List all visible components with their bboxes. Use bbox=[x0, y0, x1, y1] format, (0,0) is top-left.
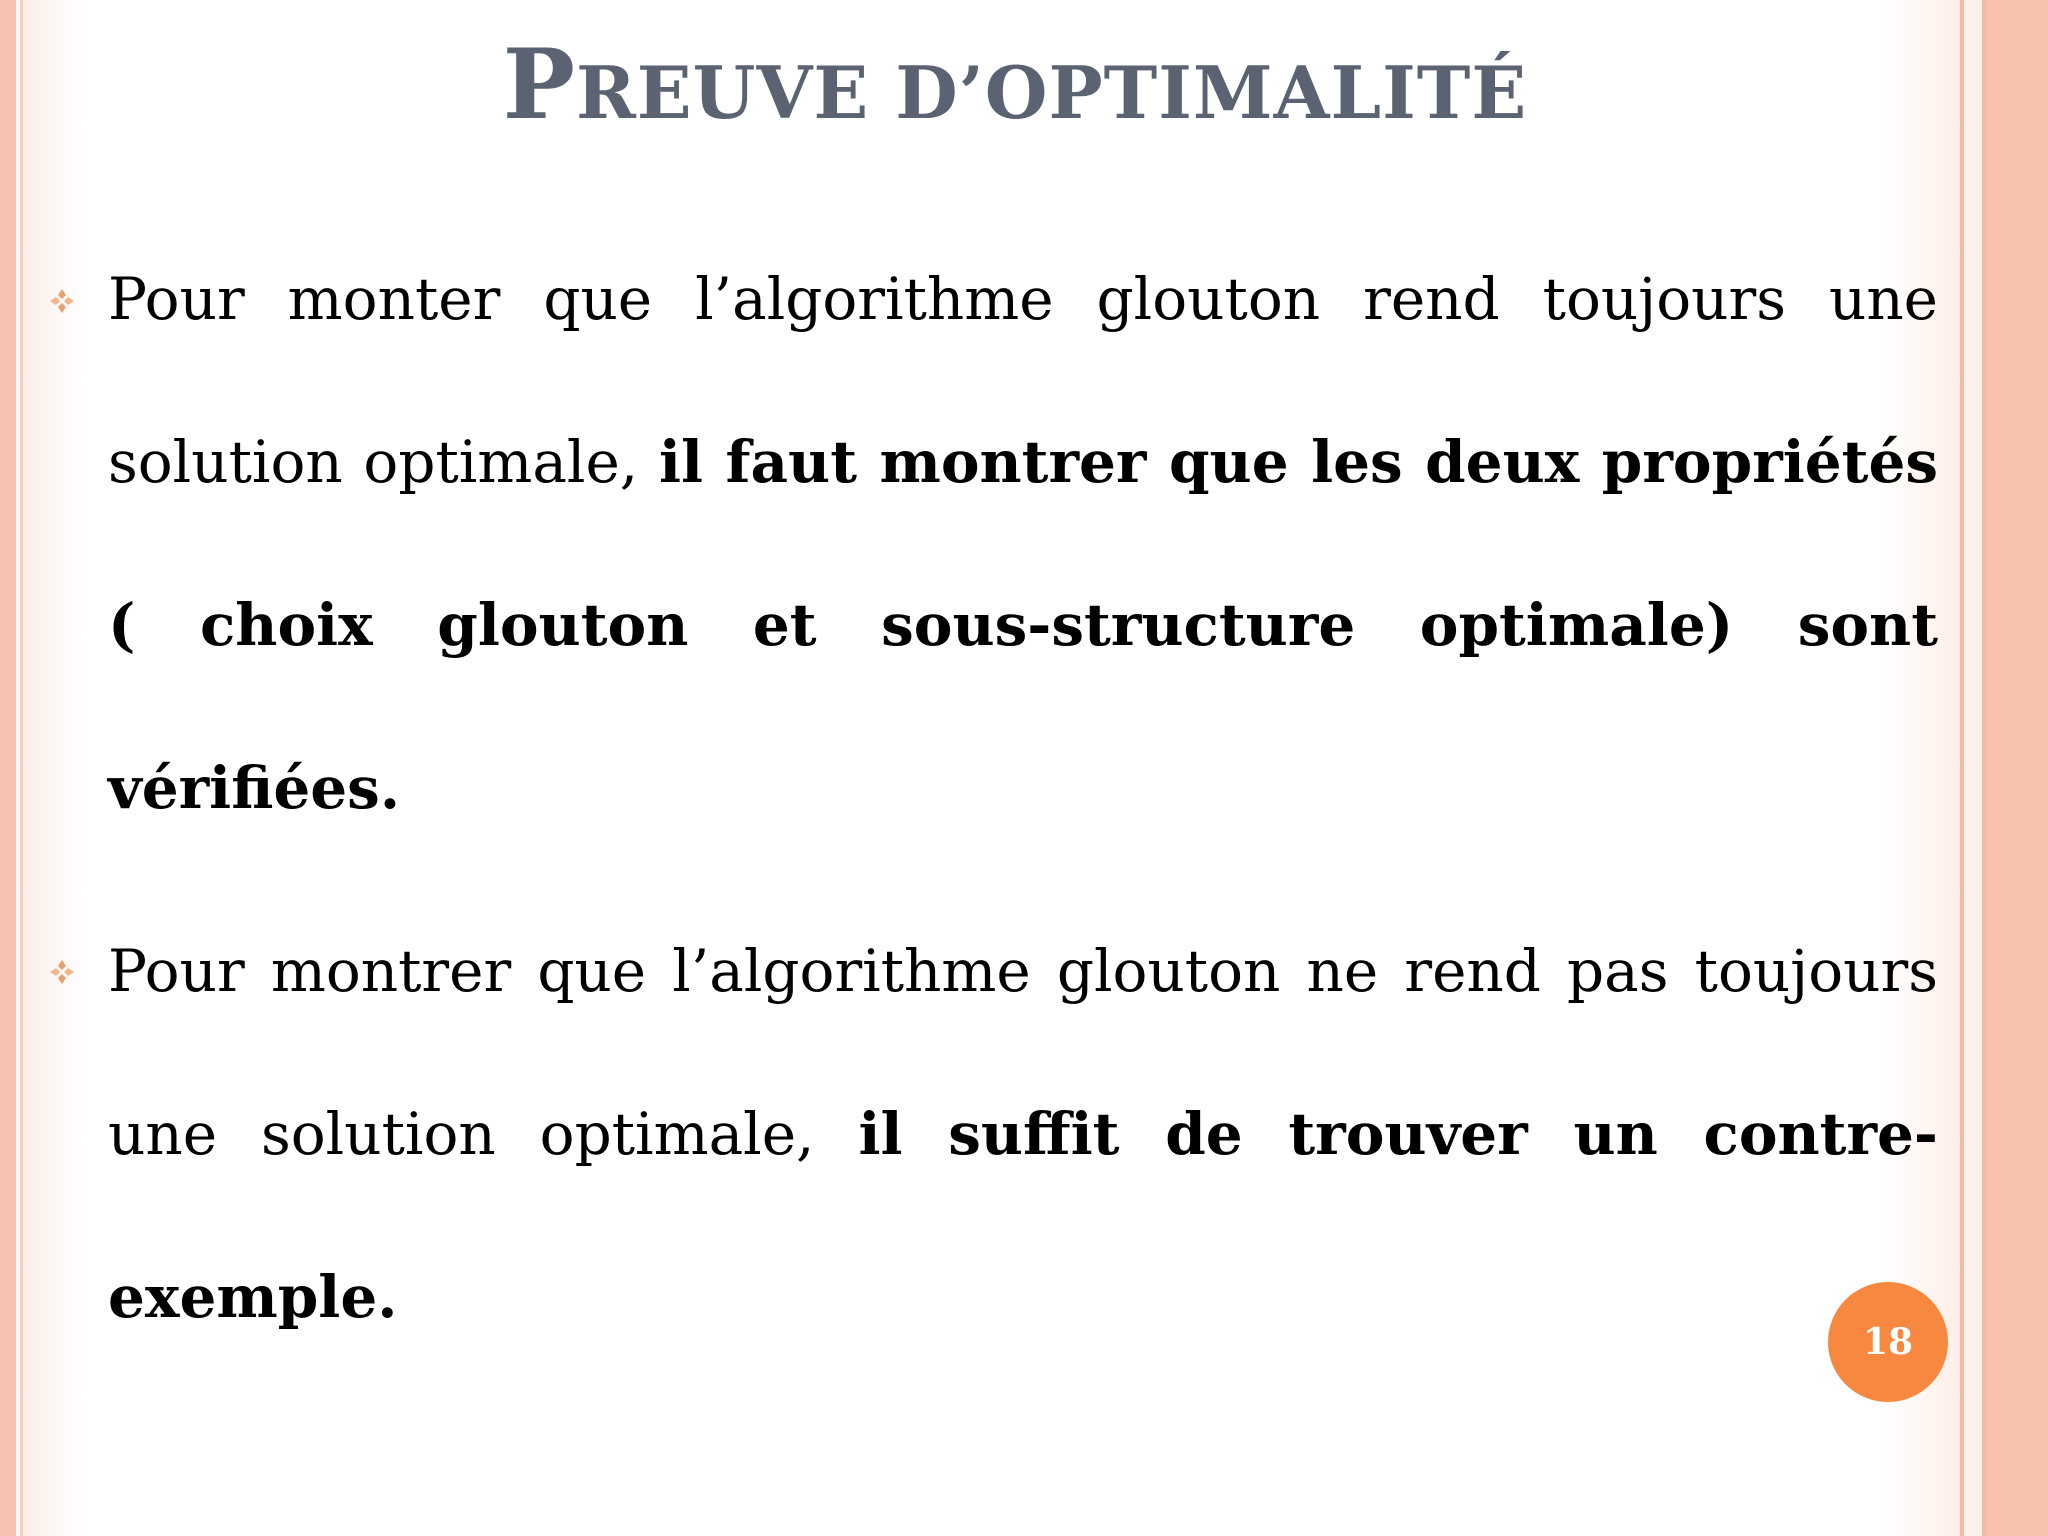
paragraph-plain-text: Pour monter que l’algorithme glouton rend toujours une solution optimale, bbox=[108, 265, 1938, 496]
bullet-paragraph-2 bbox=[108, 890, 1938, 1379]
title-initial: P bbox=[502, 28, 576, 141]
bullet-paragraph-1 bbox=[108, 218, 1938, 870]
left-border-fade bbox=[23, 0, 83, 1536]
paragraph-bold-text: il suffit de trouver un contre-exemple. bbox=[108, 1100, 1938, 1331]
diamond-bullet-icon bbox=[48, 958, 76, 986]
paragraph-bold-text: il faut montrer que les deux propriétés ( choix glouton et sous-structure optimale) sont vérifiées. bbox=[108, 428, 1938, 822]
title-rest: REUVE D’OPTIMALITÉ bbox=[575, 50, 1528, 135]
page-number-badge: 18 bbox=[1828, 1282, 1948, 1402]
diamond-bullet-icon bbox=[48, 287, 76, 315]
right-border-gap bbox=[1964, 0, 1982, 1536]
slide-title bbox=[0, 28, 2030, 141]
paragraph-plain-text: Pour montrer que l’algorithme glouton ne rend pas toujours une solution optimale, bbox=[108, 937, 1938, 1168]
right-border-band bbox=[1986, 0, 2048, 1536]
left-border-band bbox=[0, 0, 16, 1536]
